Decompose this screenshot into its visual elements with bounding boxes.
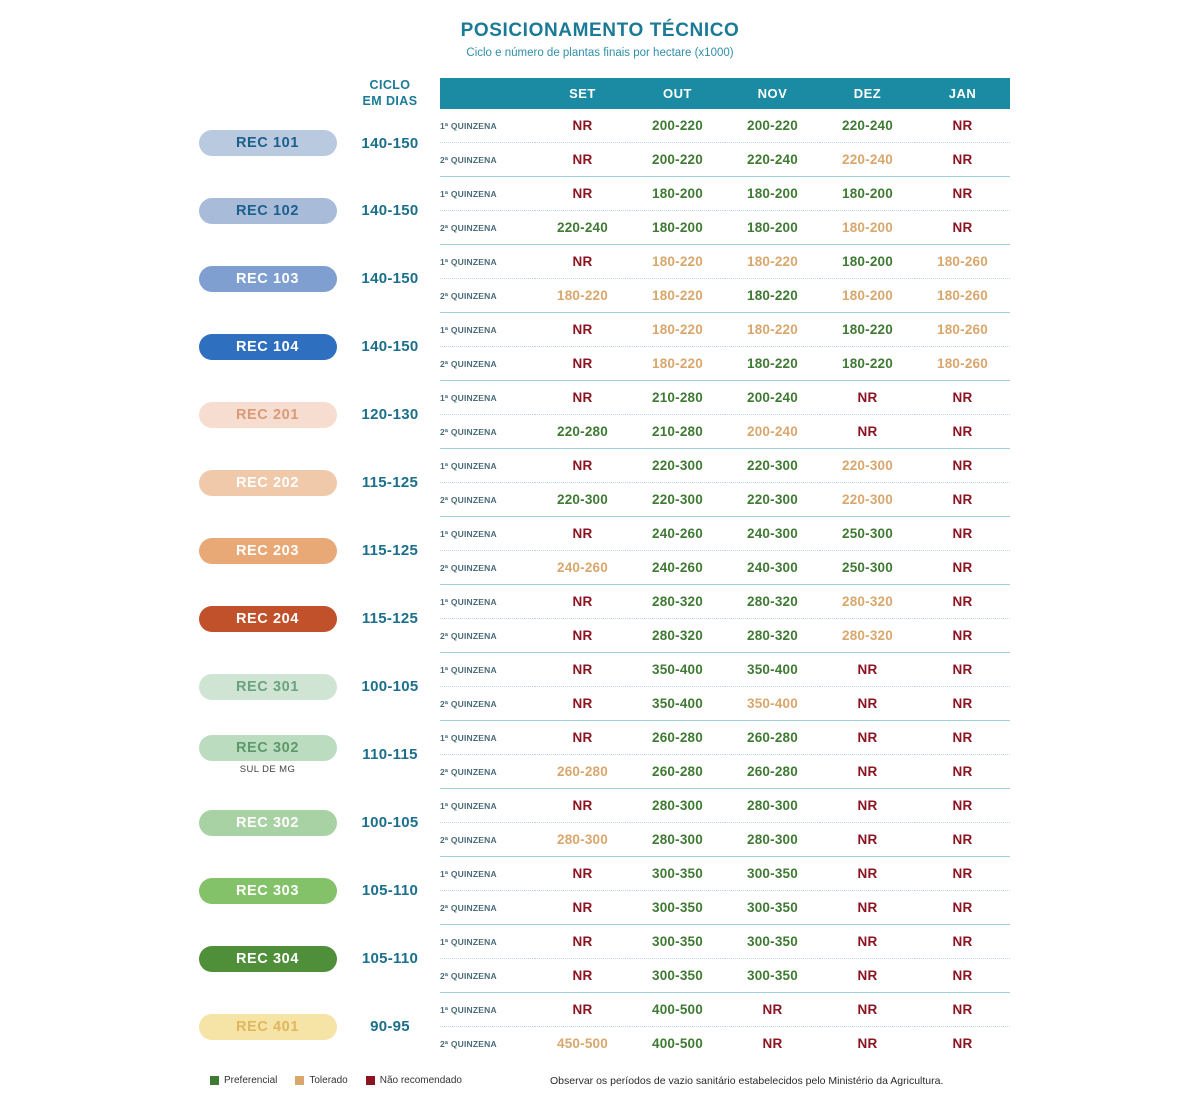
value-cell: 200-220 — [630, 109, 725, 143]
month-head-spacer — [440, 78, 535, 109]
quinzena-label: 2ª QUINZENA — [440, 211, 535, 245]
value-cell: 220-300 — [535, 483, 630, 517]
value-cell: 180-220 — [725, 347, 820, 381]
value-cell: NR — [915, 891, 1010, 925]
value-cell: NR — [915, 687, 1010, 721]
cultivar-cell — [195, 789, 340, 857]
value-cell: NR — [535, 313, 630, 347]
cycle-days-cell: 100-105 — [361, 814, 419, 832]
cultivar-pill: REC 401 — [199, 1014, 337, 1040]
value-cell: NR — [820, 993, 915, 1027]
value-cell: NR — [915, 993, 1010, 1027]
cultivar-pill: REC 203 — [199, 538, 337, 564]
value-cell: 260-280 — [535, 755, 630, 789]
cultivar-cell — [195, 721, 340, 789]
value-cell: NR — [915, 721, 1010, 755]
cultivar-cell — [195, 109, 340, 177]
value-cell: NR — [762, 1036, 783, 1052]
value-cell: 280-320 — [630, 619, 725, 653]
cycle-days-cell: 105-110 — [361, 882, 419, 900]
value-cell: NR — [915, 823, 1010, 857]
value-cell: 180-220 — [820, 313, 915, 347]
value-cell: 220-300 — [820, 483, 915, 517]
cycle-days-cell: 115-125 — [361, 474, 419, 492]
legend-item — [366, 1075, 462, 1086]
value-cell: 260-280 — [725, 721, 820, 755]
value-cell: 220-280 — [535, 415, 630, 449]
cultivar-cell — [195, 517, 340, 585]
cultivar-cell — [195, 449, 340, 517]
value-cell: NR — [915, 619, 1010, 653]
value-cell: NR — [915, 517, 1010, 551]
quinzena-label: 1ª QUINZENA — [440, 245, 535, 279]
value-cell: 180-200 — [820, 177, 915, 211]
value-cell: 300-350 — [630, 857, 725, 891]
quinzena-label: 1ª QUINZENA — [440, 993, 535, 1027]
table-row — [195, 925, 1010, 959]
cycle-days-cell: 90-95 — [370, 1018, 410, 1035]
month-header-nov: NOV — [725, 78, 820, 109]
head-blank — [195, 78, 340, 109]
value-cell: 180-220 — [630, 245, 725, 279]
table-head — [195, 78, 1010, 109]
cultivar-pill: REC 201 — [199, 402, 337, 428]
cultivar-pill: REC 302 — [199, 810, 337, 836]
value-cell: NR — [820, 857, 915, 891]
value-cell: 180-200 — [725, 211, 820, 245]
cultivar-cell — [195, 653, 340, 721]
cultivar-pill: REC 301 — [199, 674, 337, 700]
value-cell: 210-280 — [630, 381, 725, 415]
value-cell: NR — [820, 789, 915, 823]
value-cell: 220-240 — [535, 211, 630, 245]
value-cell: 240-300 — [725, 551, 820, 585]
value-cell: 180-220 — [535, 279, 630, 313]
value-cell: 300-350 — [725, 857, 820, 891]
value-cell: 300-350 — [725, 925, 820, 959]
value-cell: NR — [535, 177, 630, 211]
legend-label: Não recomendado — [379, 1075, 462, 1086]
value-cell: NR — [915, 925, 1010, 959]
quinzena-label: 1ª QUINZENA — [440, 517, 535, 551]
value-cell: NR — [535, 517, 630, 551]
cycle-days-cell: 140-150 — [361, 134, 419, 152]
value-cell: 180-220 — [630, 313, 725, 347]
value-cell: 280-320 — [725, 585, 820, 619]
cultivar-pill: REC 103 — [199, 266, 337, 292]
value-cell: 240-260 — [535, 551, 630, 585]
value-cell: NR — [915, 585, 1010, 619]
legend-swatch-icon — [366, 1076, 375, 1085]
value-cell: NR — [535, 959, 630, 993]
value-cell: 280-320 — [820, 619, 915, 653]
table-row — [195, 789, 1010, 823]
quinzena-label: 2ª QUINZENA — [440, 1038, 497, 1049]
legend-label: Preferencial — [224, 1075, 278, 1086]
quinzena-label: 1ª QUINZENA — [440, 925, 535, 959]
value-cell: 200-220 — [725, 109, 820, 143]
value-cell: 220-300 — [630, 483, 725, 517]
value-cell: 180-260 — [915, 245, 1010, 279]
value-cell: NR — [820, 721, 915, 755]
cultivar-pill: REC 101 — [199, 130, 337, 156]
value-cell: 200-240 — [725, 381, 820, 415]
value-cell: 280-320 — [630, 585, 725, 619]
value-cell: NR — [535, 347, 630, 381]
table-row — [195, 857, 1010, 891]
value-cell: NR — [915, 449, 1010, 483]
value-cell: 350-400 — [630, 687, 725, 721]
value-cell: NR — [915, 381, 1010, 415]
value-cell: 300-350 — [725, 891, 820, 925]
value-cell: NR — [535, 993, 630, 1027]
value-cell: 250-300 — [820, 551, 915, 585]
value-cell: 400-500 — [630, 993, 725, 1027]
month-header-out: OUT — [630, 78, 725, 109]
value-cell: 350-400 — [725, 653, 820, 687]
value-cell: 180-220 — [725, 313, 820, 347]
value-cell: NR — [915, 789, 1010, 823]
legend-swatch-icon — [210, 1076, 219, 1085]
value-cell: 180-220 — [630, 279, 725, 313]
quinzena-label: 2ª QUINZENA — [440, 687, 535, 721]
value-cell: NR — [535, 143, 630, 177]
value-cell: 300-350 — [630, 925, 725, 959]
quinzena-label: 2ª QUINZENA — [440, 823, 535, 857]
cultivar-pill: REC 302 — [199, 735, 337, 761]
value-cell: NR — [820, 755, 915, 789]
value-cell: 210-280 — [630, 415, 725, 449]
quinzena-label: 2ª QUINZENA — [440, 891, 535, 925]
cycle-days-cell: 105-110 — [361, 950, 419, 968]
table-row — [195, 177, 1010, 211]
quinzena-label: 1ª QUINZENA — [440, 381, 535, 415]
value-cell: NR — [820, 823, 915, 857]
value-cell: NR — [952, 1036, 973, 1052]
value-cell: NR — [820, 891, 915, 925]
value-cell: NR — [820, 653, 915, 687]
title-block — [0, 20, 1200, 59]
value-cell: 280-300 — [630, 789, 725, 823]
quinzena-label: 1ª QUINZENA — [440, 109, 535, 143]
table-row — [195, 993, 1010, 1027]
quinzena-label: 2ª QUINZENA — [440, 483, 535, 517]
quinzena-label: 1ª QUINZENA — [440, 585, 535, 619]
quinzena-label: 1ª QUINZENA — [440, 653, 535, 687]
value-cell: NR — [535, 653, 630, 687]
cultivar-pill: REC 102 — [199, 198, 337, 224]
value-cell: 180-200 — [630, 211, 725, 245]
value-cell: NR — [915, 143, 1010, 177]
cycle-days-cell: 140-150 — [361, 202, 419, 220]
table-row — [195, 313, 1010, 347]
value-cell: 220-300 — [725, 449, 820, 483]
value-cell: NR — [535, 925, 630, 959]
value-cell: 280-300 — [535, 823, 630, 857]
legend-item — [295, 1075, 347, 1086]
value-cell: 180-200 — [725, 177, 820, 211]
legend — [210, 1075, 474, 1086]
quinzena-label: 2ª QUINZENA — [440, 755, 535, 789]
cycle-days-cell: 100-105 — [361, 678, 419, 696]
value-cell: NR — [915, 755, 1010, 789]
legend-swatch-icon — [295, 1076, 304, 1085]
value-cell: 220-240 — [820, 143, 915, 177]
cycle-days-cell: 120-130 — [361, 406, 419, 424]
value-cell: NR — [915, 109, 1010, 143]
value-cell: NR — [535, 449, 630, 483]
value-cell: 180-220 — [725, 245, 820, 279]
value-cell: NR — [915, 551, 1010, 585]
table-row — [195, 517, 1010, 551]
table-row — [195, 245, 1010, 279]
cultivar-sublabel: SUL DE MG — [239, 763, 296, 775]
value-cell: 350-400 — [630, 653, 725, 687]
cycle-days-cell: 115-125 — [361, 542, 419, 560]
value-cell: NR — [535, 619, 630, 653]
value-cell: 280-300 — [725, 823, 820, 857]
value-cell: 180-260 — [915, 313, 1010, 347]
cultivar-cell — [195, 245, 340, 313]
value-cell: 180-200 — [820, 211, 915, 245]
value-cell: 180-200 — [820, 279, 915, 313]
value-cell: 220-240 — [820, 109, 915, 143]
cultivar-pill: REC 304 — [199, 946, 337, 972]
cultivar-cell — [195, 381, 340, 449]
value-cell: 220-300 — [820, 449, 915, 483]
value-cell: 180-220 — [820, 347, 915, 381]
value-cell: 260-280 — [630, 755, 725, 789]
legend-label: Tolerado — [309, 1075, 348, 1086]
value-cell: NR — [857, 1036, 878, 1052]
table-row — [195, 585, 1010, 619]
value-cell: NR — [535, 721, 630, 755]
quinzena-label: 2ª QUINZENA — [440, 415, 535, 449]
cultivar-pill: REC 204 — [199, 606, 337, 632]
cultivar-pill: REC 202 — [199, 470, 337, 496]
table-row — [195, 449, 1010, 483]
cycle-days-cell: 115-125 — [361, 610, 419, 628]
cultivar-cell — [195, 313, 340, 381]
cultivar-pill: REC 104 — [199, 334, 337, 360]
month-header-dez: DEZ — [820, 78, 915, 109]
legend-item — [210, 1075, 277, 1086]
value-cell: NR — [725, 993, 820, 1027]
value-cell: 300-350 — [725, 959, 820, 993]
value-cell: NR — [535, 687, 630, 721]
table-row — [195, 721, 1010, 755]
value-cell: NR — [820, 925, 915, 959]
cycle-days-cell: 140-150 — [361, 338, 419, 356]
value-cell: NR — [535, 857, 630, 891]
value-cell: 300-350 — [630, 891, 725, 925]
cycle-days-cell: 110-115 — [362, 746, 418, 764]
value-cell: 260-280 — [630, 721, 725, 755]
footer-note: Observar os períodos de vazio sanitário estabelecidos pelo Ministério da Agricultura. — [550, 1075, 944, 1087]
value-cell: NR — [915, 177, 1010, 211]
table-row — [195, 381, 1010, 415]
value-cell: NR — [820, 381, 915, 415]
value-cell: NR — [535, 891, 630, 925]
cultivar-cell — [195, 925, 340, 993]
value-cell: NR — [915, 857, 1010, 891]
page-subtitle: Ciclo e número de plantas finais por hectare (x1000) — [466, 47, 734, 59]
quinzena-label: 1ª QUINZENA — [440, 177, 535, 211]
quinzena-label: 2ª QUINZENA — [440, 551, 535, 585]
value-cell: 200-240 — [725, 415, 820, 449]
value-cell: 280-300 — [725, 789, 820, 823]
quinzena-label: 2ª QUINZENA — [440, 279, 535, 313]
value-cell: 180-220 — [630, 347, 725, 381]
month-header-set: SET — [535, 78, 630, 109]
value-cell: NR — [820, 415, 915, 449]
value-cell: 180-260 — [915, 279, 1010, 313]
value-cell: 280-300 — [630, 823, 725, 857]
cultivar-cell — [195, 857, 340, 925]
value-cell: NR — [915, 211, 1010, 245]
cultivar-pill: REC 303 — [199, 878, 337, 904]
value-cell: NR — [535, 789, 630, 823]
value-cell: 180-200 — [820, 245, 915, 279]
quinzena-label: 2ª QUINZENA — [440, 959, 535, 993]
value-cell: NR — [820, 687, 915, 721]
cycle-header — [340, 78, 440, 109]
value-cell: NR — [535, 245, 630, 279]
value-cell: 250-300 — [820, 517, 915, 551]
value-cell: 220-240 — [725, 143, 820, 177]
quinzena-label: 2ª QUINZENA — [440, 347, 535, 381]
value-cell: NR — [915, 483, 1010, 517]
value-cell: NR — [535, 109, 630, 143]
value-cell: 260-280 — [725, 755, 820, 789]
value-cell: 180-260 — [915, 347, 1010, 381]
value-cell: 280-320 — [725, 619, 820, 653]
positioning-table — [195, 78, 1010, 1060]
quinzena-label: 2ª QUINZENA — [440, 143, 535, 177]
cultivar-cell — [195, 177, 340, 245]
quinzena-label: 1ª QUINZENA — [440, 449, 535, 483]
value-cell: NR — [535, 585, 630, 619]
cycle-days-cell: 140-150 — [361, 270, 419, 288]
quinzena-label: 1ª QUINZENA — [440, 857, 535, 891]
value-cell: NR — [820, 959, 915, 993]
page-title: POSICIONAMENTO TÉCNICO — [460, 20, 740, 41]
value-cell: NR — [915, 959, 1010, 993]
value-cell: 450-500 — [557, 1036, 608, 1052]
quinzena-label: 1ª QUINZENA — [440, 721, 535, 755]
value-cell: 220-300 — [630, 449, 725, 483]
value-cell: NR — [915, 653, 1010, 687]
table-row — [195, 109, 1010, 143]
quinzena-label: 2ª QUINZENA — [440, 619, 535, 653]
month-header-jan: JAN — [915, 78, 1010, 109]
quinzena-label: 1ª QUINZENA — [440, 313, 535, 347]
value-cell: 400-500 — [652, 1036, 703, 1052]
value-cell: 240-300 — [725, 517, 820, 551]
quinzena-label: 1ª QUINZENA — [440, 789, 535, 823]
value-cell: 180-220 — [725, 279, 820, 313]
value-cell: 220-300 — [725, 483, 820, 517]
value-cell: NR — [915, 415, 1010, 449]
value-cell: 180-200 — [630, 177, 725, 211]
value-cell: NR — [535, 381, 630, 415]
value-cell: 240-260 — [630, 551, 725, 585]
value-cell: 240-260 — [630, 517, 725, 551]
table-row — [195, 653, 1010, 687]
cultivar-cell — [195, 585, 340, 653]
cultivar-cell — [195, 993, 340, 1061]
cycle-header-line1: CICLO — [369, 78, 411, 92]
value-cell: 200-220 — [630, 143, 725, 177]
cycle-header-line2: EM DIAS — [362, 93, 418, 108]
table-body — [195, 109, 1010, 1060]
value-cell: 280-320 — [820, 585, 915, 619]
value-cell: 300-350 — [630, 959, 725, 993]
value-cell: 350-400 — [725, 687, 820, 721]
